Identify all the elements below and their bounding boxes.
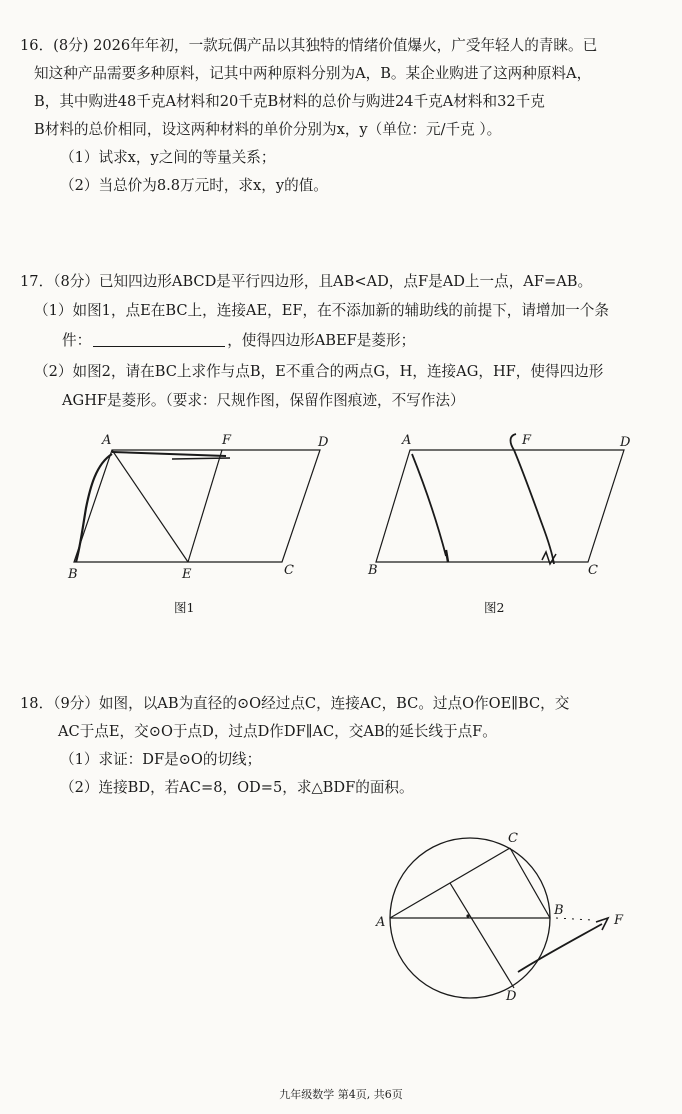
figure-1-parallelogram — [60, 428, 340, 588]
label-d: D — [620, 435, 631, 450]
page-footer: 九年级数学 第4页, 共6页 — [279, 1088, 403, 1101]
label-d: D — [506, 989, 517, 1004]
q17-sub-1b-suffix: ，使得四边形ABEF是菱形； — [227, 332, 416, 349]
label-d: D — [318, 435, 329, 450]
label-f: F — [522, 433, 532, 448]
label-c: C — [508, 831, 518, 846]
q17-sub-2a: （2）如图2，请在BC上求作与点B，E不重合的两点G，H，连接AG，HF，使得四边形 — [34, 363, 604, 380]
label-b: B — [368, 563, 378, 578]
label-f: F — [614, 913, 624, 928]
label-e: E — [182, 567, 192, 582]
q17-sub-1b — [62, 331, 415, 351]
label-c: C — [284, 563, 294, 578]
q16-line-2: 知这种产品需要多种原料，记其中两种原料分别为A，B。某企业购进了这两种原料A， — [34, 65, 592, 82]
parallelogram-abcd — [74, 450, 320, 562]
label-c: C — [588, 563, 598, 578]
segment-ae — [112, 450, 188, 562]
pen-stroke-hf — [511, 434, 555, 564]
q17-sub-1b-prefix: 件： — [62, 332, 92, 349]
figure-circle — [370, 826, 660, 1006]
figure-2-caption: 图2 — [484, 600, 505, 615]
label-b: B — [554, 903, 564, 918]
q17-sub-1a: （1）如图1，点E在BC上，连接AE，EF，在不添加新的辅助线的前提下，请增加一个条 — [34, 302, 609, 319]
q17-line-1: 17．（8分）已知四边形ABCD是平行四边形，且AB<AD，点F是AD上一点，AF=AB。 — [20, 273, 593, 290]
pen-stroke-ab — [76, 454, 112, 562]
figure-2-parallelogram — [362, 428, 642, 588]
q18-sub-1: （1）求证：DF是⊙O的切线； — [60, 751, 262, 768]
answer-blank[interactable] — [93, 332, 225, 347]
pen-stroke-af-2 — [172, 458, 230, 459]
chord-bc — [510, 848, 550, 918]
figure-1-caption: 图1 — [174, 600, 195, 615]
pen-stroke-af — [112, 452, 226, 456]
label-f: F — [222, 433, 232, 448]
q18-line-2: AC于点E，交⊙O于点D，过点D作DF∥AC，交AB的延长线于点F。 — [58, 723, 497, 740]
parallelogram-abcd — [376, 450, 624, 562]
q18-line-1: 18．（9分）如图，以AB为直径的⊙O经过点C，连接AC，BC。过点O作OE∥BC，交 — [20, 695, 570, 712]
label-a: A — [402, 433, 412, 448]
pen-stroke-ag — [412, 454, 446, 556]
q16-line-1: 16．(8分) 2026年年初，一款玩偶产品以其独特的情绪价值爆火，广受年轻人的青睐。已 — [20, 37, 598, 54]
q17-sub-2b: AGHF是菱形。（要求：尺规作图，保留作图痕迹，不写作法） — [62, 392, 465, 409]
label-b: B — [68, 567, 78, 582]
center-o — [466, 914, 469, 917]
q16-line-3: B，其中购进48千克A材料和20千克B材料的总价与购进24千克A材料和32千克 — [34, 93, 545, 110]
q16-line-4: B材料的总价相同，设这两种材料的单价分别为x，y（单位：元/千克 ）。 — [34, 121, 502, 138]
q16-sub-2: （2）当总价为8.8万元时，求x，y的值。 — [60, 177, 328, 194]
q16-sub-1: （1）试求x，y之间的等量关系； — [60, 149, 276, 166]
pen-stroke-df — [518, 924, 602, 972]
segment-ef — [188, 450, 222, 562]
label-a: A — [376, 915, 386, 930]
label-a: A — [102, 433, 112, 448]
pen-mark-g — [446, 550, 448, 562]
q18-sub-2: （2）连接BD，若AC=8，OD=5，求△BDF的面积。 — [60, 779, 414, 796]
segment-ed — [450, 883, 514, 988]
extension-ab — [556, 918, 592, 920]
